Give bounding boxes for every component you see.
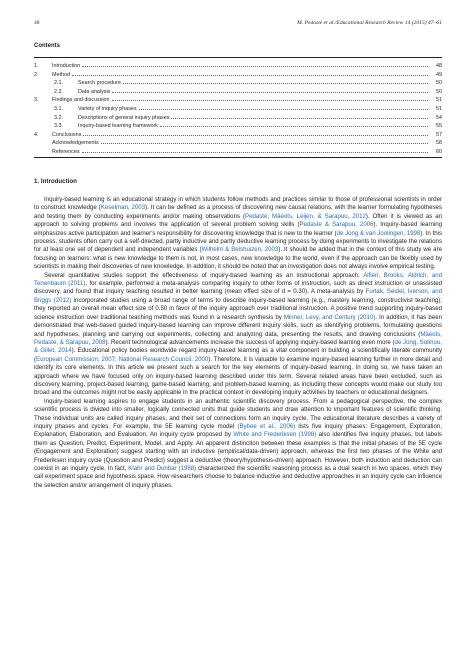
toc-entry-number: 4. [34,131,39,138]
toc-leader-dots [82,66,428,67]
toc-entry-number: 2.2. [54,88,63,95]
toc-entry[interactable] [34,89,442,98]
toc-entry-title: References [52,148,80,155]
toc-entry[interactable] [34,115,442,124]
toc-entry-title: Conclusions [52,131,82,138]
paragraph-text: lists five inquiry phases: Engagement, Exploration, Explanation, Elaboration, and Evaluation. An inquiry cycle proposed by [34,422,442,439]
section-heading-introduction: 1. Introduction [34,178,77,185]
citation-link[interactable]: Alfieri, Brooks, Aldrich, and Tenenbaum (2011) [34,271,442,288]
toc-leader-dots [101,143,428,144]
citation-link[interactable]: Klahr and Dunbar (1988) [128,465,197,472]
toc-entry-number: 3. [34,97,39,104]
paragraph-text: ). Therefore, it is valuable to examine inquiry-based learning further in more detail and identify its core elements. In this article we present such a search for the key elements of inquiry-based learning. In doing so, we have taken an approach where we have focused only on inquiry-based learning described under this term. Several related areas have been excluded, such as discovery learning, project-based learning, game-based learning, and problem-based learning, as including these concepts would make our study too broad and the outcomes might not be easily applicable in the practical context in developing inquiry activities by teachers or educational designers. [34,355,442,397]
toc-entry-title: Data analysis [78,88,111,95]
citation-link[interactable]: de Jong & van Joolingen, 1998 [336,229,421,237]
toc-leader-dots [123,83,428,84]
paragraph-text: ). Educational policy bodies worldwide regard inquiry-based learning as a vital component in building a scientifically literate community ( [34,347,442,363]
contents-top-rule [34,57,442,58]
paragraph-text: also identifies five inquiry phases, but labels them as Question, Predict, Experiment, Model, and Apply. An apparent distinction between these examples is that the initial phases of the 5E cycle (Engagement and Exploration) suggest starting with an inductive (empirical/data-driven) approach, whereas the first two phases of the White and Frederiksen inquiry cycle (Question and Predict) suggest a deductive (theory/hypothesis-driven) approach. However, both induction and deduction can coexist in an inquiry cycle. In fact, [34,431,442,472]
citation-link[interactable]: European Commission, 2007; National Research Council, 2000 [36,355,209,363]
citation-link[interactable]: Minner, Levy, and Century (2010) [283,313,376,321]
paragraph-text: incorporated studies using a broad range of terms to describe inquiry-based learning (e.g., mastery learning, constructivist teaching); they reported an overall mean effect size of 0.50 in favor of the inquiry approach over traditional instruction. A positive trend supporting inquiry-based science instruction over traditional teaching methods was found in a research synthesis by [34,296,442,321]
body-paragraph [34,272,442,398]
citation-link[interactable]: Mäeots, Pedaste, & Sarapuu, 2008 [34,330,442,346]
toc-entry-title: Inquiry-based learning framework [78,123,158,130]
toc-entry[interactable] [34,123,442,132]
toc-entry-title: Search procedure [78,80,121,87]
toc-entry[interactable] [34,72,442,81]
journal-reference: M. Pedaste et al./Educational Research Review 14 (2015) 47–61 [297,20,442,26]
toc-entry-page: 50 [436,80,442,87]
toc-entry-number: 3.3. [54,123,63,130]
toc-entry-number: 2. [34,71,39,78]
toc-leader-dots [83,135,428,136]
body-paragraph [34,196,442,272]
paragraph-text: ). Recent technological advancements increase the success of applying inquiry-based learning even more ( [105,338,395,346]
paragraph-text: Inquiry-based learning aspires to engage students in an authentic scientific discovery process. From a pedagogical perspective, the complex scientific process is divided into smaller, logically connected units that guide students and draw attention to important features of scientific thinking. These individual units are called inquiry phases, and their set of connections form an inquiry cycle. The educational literature describes a variety of inquiry phases and cycles. For example, the 5E learning cycle model [34,397,442,430]
toc-entry-title: Findings and discussion [52,97,110,104]
citation-link[interactable]: White and Frederiksen (1998) [233,431,317,439]
toc-entry-title: Descriptions of general inquiry phases [78,114,170,121]
paragraph-text: ). In this process, students often carry out a self-directed, partly inductive and partly deductive learning process by doing experiments to investigate the relations for at least one set of dependent and independent variables ( [34,229,442,254]
toc-leader-dots [171,118,428,119]
toc-entry-number: 3.2. [54,114,63,121]
toc-entry-number: 3.1. [54,105,63,112]
toc-leader-dots [72,75,428,76]
toc-entry[interactable] [34,132,442,141]
toc-entry-page: 49 [436,71,442,78]
toc-entry-page: 58 [436,140,442,147]
citation-link[interactable]: Wilhelm & Beishuizen, 2003 [201,246,279,254]
citation-link[interactable]: Furtak, Seidel, Iverson, and Briggs (2012) [34,288,442,304]
paragraph-text: ). Often it is viewed as an approach to solving problems and involves the application of several problem solving skills ( [34,212,443,229]
page-number: 48 [34,20,40,26]
paragraph-text: characterized the scientific reasoning process as a dual search in two spaces, which they call experiment space and hypothesis space. How researchers choose to balance inductive and deductive approaches in an inquiry cycle can influence the selection and/or arrangement of inquiry phases. [34,465,442,489]
paragraph-text: Inquiry-based learning is an educational strategy in which students follow methods and practices similar to those of professional scientists in order to construct knowledge ( [34,196,442,212]
toc-entry-title: Method [52,71,70,78]
citation-link[interactable]: Keselman, 2003 [100,204,146,212]
running-header [34,20,442,30]
toc-entry-page: 51 [436,105,442,112]
toc-entry-page: 55 [436,123,442,130]
paragraph-text: ). It can be defined as a process of discovering new causal relations, with the learner formulating hypotheses and testing them by conducting experiments and/or making observations ( [34,204,442,220]
toc-leader-dots [112,100,428,101]
toc-entry[interactable] [34,106,442,115]
toc-entry-page: 50 [436,88,442,95]
toc-entry[interactable] [34,63,442,72]
toc-entry-page: 60 [436,148,442,155]
contents-bottom-rule [34,157,442,158]
paragraph-text: , for example, performed a meta-analysis comparing inquiry to other forms of instruction, such as direct instruction or unassisted discovery, and found that inquiry teaching resulted in better learning (mean effect size of d = 0.30). A meta-analysis by [34,280,443,296]
paragraph-text: ). It should be added that in the context of this study we are focusing on learners: what is new knowledge to them is not, in most cases, new knowledge to the world, even if the approach can be flexibly used by scientists in making their discoveries of new knowledge. In addition, it should be noted that an investigation does not always involve empirical testing. [34,246,442,271]
toc-entry[interactable] [34,80,442,89]
toc-entry-number: 1. [34,63,39,69]
paragraph-text: Several quantitative studies support the effectiveness of inquiry-based learning as an instructional approach. [44,271,364,279]
toc-entry[interactable] [34,140,442,149]
toc-leader-dots [82,152,428,153]
toc-entry-page: 51 [436,97,442,104]
toc-leader-dots [139,109,428,110]
body-paragraph [34,398,442,490]
paragraph-text: . In addition, it has been demonstrated that web-based guided inquiry-based learning can improve different inquiry skills, such as identifying problems, formulating questions and hypotheses, planning and carrying out experiments, collecting and analyzing data, presenting the results, and drawing conclusions ( [34,313,442,338]
toc-entry[interactable] [34,97,442,106]
citation-link[interactable]: Pedaste & Sarapuu, 2006 [299,221,374,229]
toc-entry-title: Introduction [52,63,81,69]
toc-leader-dots [160,126,428,127]
citation-link[interactable]: (Bybee et al., 2006) [237,422,296,430]
toc-entry-title: Variety of inquiry phases [78,105,137,112]
citation-link[interactable]: Pedaste, Mäeots, Leijen, & Sarapuu, 2012 [245,212,366,220]
toc-entry-number: 2.1. [54,80,63,87]
toc-entry-page: 57 [436,131,442,138]
toc-leader-dots [112,92,428,93]
paragraph-text: ). Inquiry-based learning emphasizes active participation and learner's responsibility for discovering knowledge that is new to the learner ( [34,221,442,237]
toc-entry-title: Acknowledgements [52,140,99,147]
toc-entry-page: 54 [436,114,442,121]
citation-link[interactable]: de Jong, Sotiriou, & Gillet, 2014 [34,338,442,355]
toc-entry-page: 48 [436,63,442,69]
table-of-contents [34,63,442,158]
introduction-body [34,196,442,490]
contents-heading: Contents [34,43,60,49]
